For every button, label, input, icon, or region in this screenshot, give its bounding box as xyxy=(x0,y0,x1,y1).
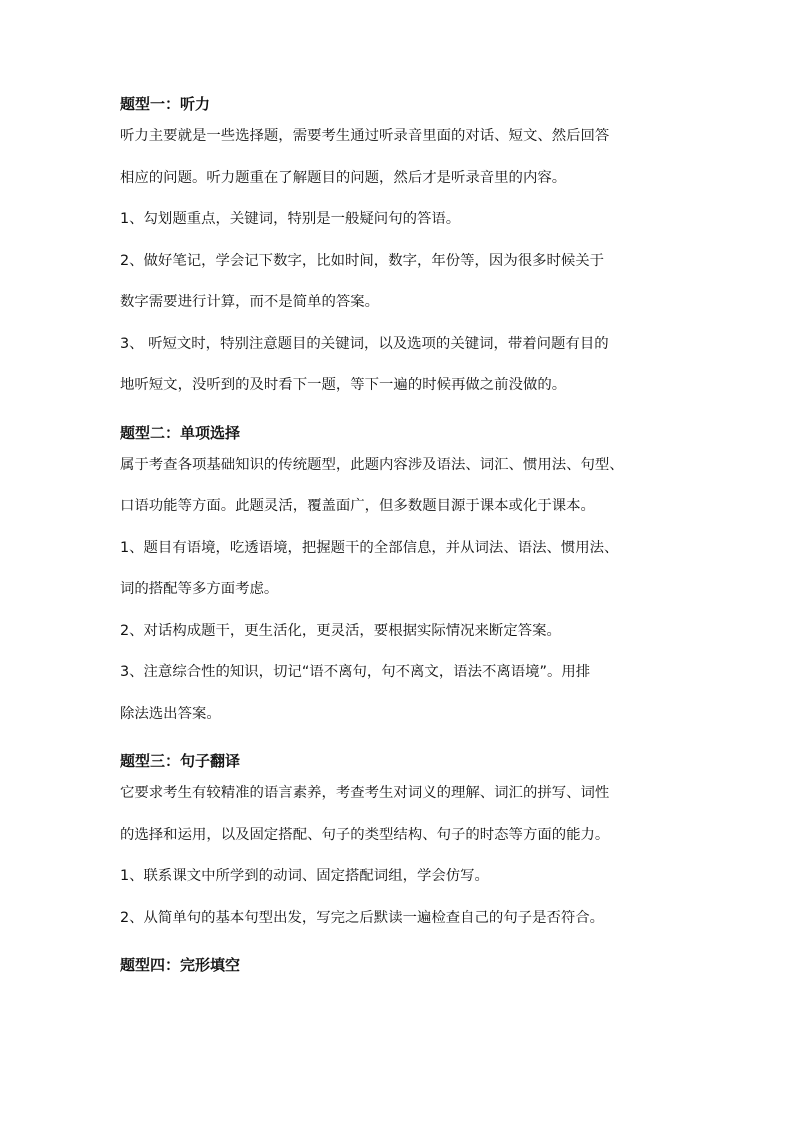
paragraph-line: 地听短文，没听到的及时看下一题，等下一遍的时候再做之前没做的。 xyxy=(120,377,567,393)
section-spacer xyxy=(120,407,690,423)
paragraph-line: 数字需要进行计算，而不是简单的答案。 xyxy=(120,294,380,310)
document-page xyxy=(120,94,690,975)
section-cloze xyxy=(120,955,690,975)
paragraph-line: 它要求考生有较精准的语言素养，考查考生对词义的理解、词汇的拼写、词性 xyxy=(120,785,610,801)
paragraph-line: 属于考查各项基础知识的传统题型，此题内容涉及语法、词汇、惯用法、句型、 xyxy=(120,456,624,473)
section-spacer xyxy=(120,939,690,955)
paragraph-line: 的选择和运用，以及固定搭配、句子的类型结构、句子的时态等方面的能力。 xyxy=(120,826,610,843)
section-spacer xyxy=(120,735,690,751)
section-heading: 题型三：句子翻译 xyxy=(120,752,241,770)
section-heading: 题型一：听力 xyxy=(120,95,211,113)
paragraph-line: 词的搭配等多方面考虑。 xyxy=(120,581,279,597)
section-single-choice xyxy=(120,423,690,736)
paragraph-line: 听力主要就是一些选择题，需要考生通过听录音里面的对话、短文、然后回答 xyxy=(120,128,610,144)
section-translation xyxy=(120,751,690,939)
paragraph-line: 除法选出答案。 xyxy=(120,705,221,722)
section-heading: 题型二：单项选择 xyxy=(120,423,241,442)
paragraph-line: 1、联系课文中所学到的动词、固定搭配词组，学会仿写。 xyxy=(120,868,489,884)
paragraph-line: 口语功能等方面。此题灵活，覆盖面广，但多数题目源于课本或化于课本。 xyxy=(120,498,595,514)
section-listening xyxy=(120,94,690,407)
paragraph-line: 3、注意综合性的知识，切记“语不离句，句不离文，语法不离语境”。用排 xyxy=(120,664,591,680)
paragraph-line: 1、勾划题重点，关键词，特别是一般疑问句的答语。 xyxy=(120,211,461,227)
paragraph-line: 相应的问题。听力题重在了解题目的问题，然后才是听录音里的内容。 xyxy=(120,169,567,186)
paragraph-line: 2、对话构成题干，更生活化，更灵活，要根据实际情况来断定答案。 xyxy=(120,622,561,639)
paragraph-line: 3、 听短文时，特别注意题目的关键词，以及选项的关键词，带着问题有目的 xyxy=(120,335,609,352)
paragraph-line: 2、做好笔记，学会记下数字，比如时间，数字，年份等，因为很多时候关于 xyxy=(120,252,605,269)
paragraph-line: 2、从简单句的基本句型出发，写完之后默读一遍检查自己的句子是否符合。 xyxy=(120,909,605,926)
section-heading: 题型四：完形填空 xyxy=(120,956,241,974)
paragraph-line: 1、题目有语境，吃透语境，把握题干的全部信息，并从词法、语法、惯用法、 xyxy=(120,539,619,556)
